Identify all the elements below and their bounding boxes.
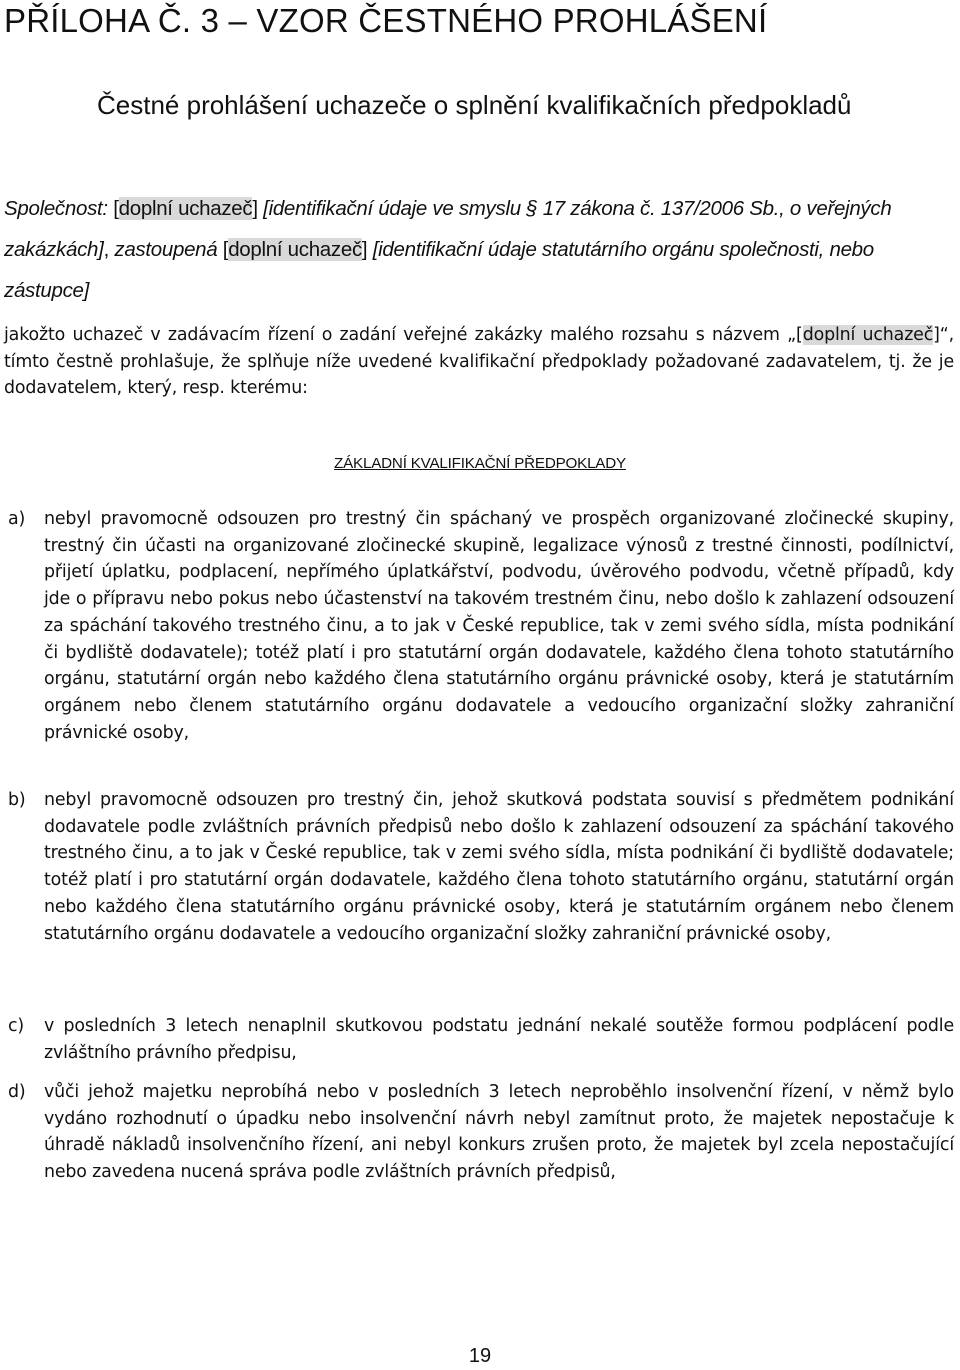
represented-label: zastoupená [114, 238, 218, 261]
bracket-open: [ [113, 197, 119, 220]
bracket-open: [ [222, 238, 229, 261]
list-item-marker: a) [8, 509, 26, 529]
list-item-text: vůči jehož majetku neprobíhá nebo v posledních 3 letech neproběhlo insolvenční řízení, v němž bylo vydáno rozhodnutí o úpadku nebo insolvenční návrh nebyl zamítnut proto, že majetek nepostačuje k úhradě nákladů insolvenčního řízení, ani nebyl konkurs zrušen proto, že majetek byl zcela nepostačující nebo zavedena nucená správa podle zvláštních právních předpisů, [44, 1082, 954, 1183]
separator-comma: , [103, 238, 109, 261]
list-item-text: nebyl pravomocně odsouzen pro trestný čin, jehož skutková podstata souvisí s předmětem podnikání dodavatele podle zvláštních právních předpisů nebo došlo k zahlazení odsouzení za spáchání takového trestného činu, a to jak v České republice, tak v zemi svého sídla, místa podnikání či bydliště dodavatele; totéž platí i pro statutární orgán dodavatele, každého člena tohoto statutárního orgánu, statutární orgán nebo každého člena statutárního orgánu právnické osoby, která je statutárním orgánem nebo členem statutárního orgánu dodavatele a vedoucího organizační složky zahraniční právnické osoby, [44, 790, 954, 944]
bracket-close: ] [361, 238, 368, 261]
list-item [8, 1079, 954, 1186]
list-item [8, 1013, 954, 1066]
bracket-close: ] [252, 197, 258, 220]
fill-placeholder-company[interactable]: doplní uchazeč [118, 197, 253, 220]
fill-placeholder-representative[interactable]: doplní uchazeč [228, 238, 362, 261]
representative-identification-note: [identifikační údaje statutárního orgánu společnosti, nebo zástupce] [4, 238, 874, 302]
list-item-marker: d) [8, 1082, 26, 1102]
list-item-text: nebyl pravomocně odsouzen pro trestný čin spáchaný ve prospěch organizované zločinecké skupiny, trestný čin účasti na organizované zločinecké skupině, legalizace výnosů z trestné činnosti, podílnictví, přijetí úplatku, podplacení, nepřímého úplatkářství, podvodu, úvěrového podvodu, včetně případů, kdy jde o přípravu nebo pokus nebo účastenství na takovém trestném činu, nebo došlo k zahlazení odsouzení za spáchání takového trestného činu, a to jak v České republice, tak v zemi svého sídla, místa podnikání či bydliště dodavatele); totéž platí i pro statutární orgán dodavatele, každého člena tohoto statutárního orgánu, statutární orgán nebo každého člena statutárního orgánu právnické osoby, která je statutárním orgánem nebo členem statutárního orgánu dodavatele a vedoucího organizační složky zahraniční právnické osoby, [44, 509, 954, 743]
list-item [8, 506, 954, 746]
intro-paragraph [4, 322, 954, 402]
list-item [8, 787, 954, 947]
intro-text-end: ]“, tímto čestně prohlašuje, že splňuje níže uvedené kvalifikační předpoklady požadované zadavatelem, tj. že je dodavatelem, který, resp. kterému: [4, 325, 955, 398]
list-item-marker: b) [8, 790, 26, 810]
list-item-text: v posledních 3 letech nenaplnil skutkovou podstatu jednání nekalé soutěže formou podplácení podle zvláštního právního předpisu, [44, 1016, 954, 1063]
list-item-marker: c) [8, 1016, 25, 1036]
intro-text-start: jakožto uchazeč v zadávacím řízení o zadání veřejné zakázky malého rozsahu s názvem „[ [4, 325, 803, 345]
declaration-subtitle: Čestné prohlášení uchazeče o splnění kvalifikačních předpokladů [97, 90, 852, 120]
section-title: ZÁKLADNÍ KVALIFIKAČNÍ PŘEDPOKLADY [334, 455, 626, 472]
company-identification [4, 188, 956, 311]
company-label: Společnost: [4, 197, 108, 220]
fill-placeholder-contract-name[interactable]: doplní uchazeč [802, 325, 934, 345]
company-identification-note: [identifikační údaje ve smyslu § 17 zákona č. 137/2006 Sb., o veřejných zakázkách] [4, 197, 892, 261]
page-number: 19 [468, 1345, 492, 1367]
document-heading: PŘÍLOHA Č. 3 – VZOR ČESTNÉHO PROHLÁŠENÍ [4, 2, 768, 39]
